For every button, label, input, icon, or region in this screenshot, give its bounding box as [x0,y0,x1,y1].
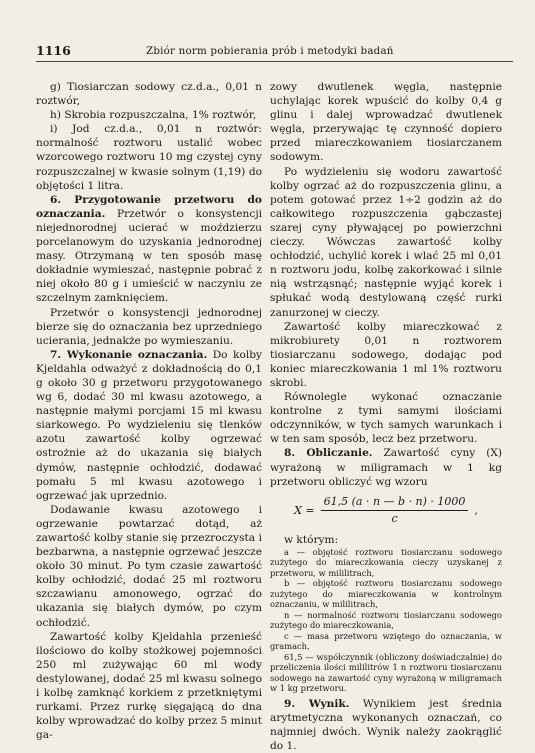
section-9 [270,697,502,753]
page-header [36,43,513,62]
formula-lhs: X = [294,503,315,517]
right-column [270,80,502,753]
section-7-paragraph-3: Zawartość kolby Kjeldahla przenieść ilościowo do kolby stożkowej pojemności 250 ml zużywając 60 ml wody destylowanej, dodać 25 ml kwasu solnego i kolbę zamknąć korkiem z przetkniętymi rurkami. Przez rurkę sięgającą do dna kolby wprowadzać do kolby przez 5 minut ga- [36,630,262,742]
section-9-heading: 9. Wynik. [284,697,350,710]
running-title: Zbiór norm pobierania prób i metodyki badań [146,45,394,57]
left-column [36,80,262,742]
section-7-heading: 7. Wykonanie oznaczania. [50,348,208,361]
section-9-text: Wynikiem jest średnia arytmetyczna wykonanych oznaczań, co najmniej dwóch. Wynik należy zaokrąglić do 1. [270,697,502,753]
page-number: 1116 [36,43,71,58]
section-7 [36,348,262,503]
definition-a: a — objętość roztworu tiosiarczanu sodowego zużytego do miareczkowania cieczy uzyskanej z przetworu, w mililitrach, [270,546,502,578]
reagent-g: g) Tiosiarczan sodowy cz.d.a., 0,01 n roztwór, [36,81,262,108]
definition-n: n — normalność roztworu tiosiarczanu sodowego zużytego do miareczkowania, [270,609,502,631]
section-7-paragraph-3-cont: zowy dwutlenek węgla, następnie uchylając korek wpuścić do kolby 0,4 g glinu i dalej wprowadzać dwutlenek węgla, przerywając tę czynność dopiero przed miareczkowaniem tiosiarczanem sodowym. [270,81,502,164]
section-8 [270,446,502,488]
formula-fraction [321,495,469,526]
definition-coefficient: 61,5 — współczynnik (obliczony doświadczalnie) do przeliczenia ilości mililitrów 1 n roztworu tiosiarczanu sodowego na zawartość cyny wyrażoną w miligramach w 1 kg przetworu. [270,651,502,694]
section-8-text: Zawartość cyny (X) wyrażoną w miligramach w 1 kg przetworu obliczyć wg wzoru [270,447,502,488]
formula [270,489,502,533]
definition-c: c — masa przetworu wziętego do oznaczania, w gramach, [270,630,502,652]
section-6-text: Przetwór o konsystencji niejednorodnej ucierać w moździerzu porcelanowym do uzyskania jednorodnej masy. Otrzymaną w ten sposób masę dokładnie wymieszać, następnie pobrać z niej około 80 g i umieścić w naczyniu ze szczelnym zamknięciem. [36,207,262,305]
section-7-paragraph-6: Równolegle wykonać oznaczanie kontrolne z tymi samymi ilościami odczynników, w tych samych warunkach i w ten sam sposób, lecz bez przetworu. [270,391,502,446]
section-6-paragraph-2: Przetwór o konsystencji jednorodnej bierze się do oznaczania bez uprzedniego ucierania, jednakże po wymieszaniu. [36,306,262,347]
section-7-text: Do kolby Kjeldahla odważyć z dokładnością do 0,1 g około 30 g przetworu przygotowanego wg 6, dodać 30 ml kwasu azotowego, a następnie małymi porcjami 15 ml kwasu siarkowego. Po wydzieleniu się tlenków azotu zawartość kolby ogrzewać ostrożnie aż do ukazania się białych dymów, następnie ochłodzić, dodawać pomału 5 ml kwasu azotowego i ogrzewać jak uprzednio. [36,348,263,502]
reagent-h: h) Skrobia rozpuszczalna, 1% roztwór, [50,109,257,122]
formula-numerator: 61,5 (a · n — b · n) · 1000 [321,495,469,511]
section-6 [36,193,262,306]
section-8-heading: 8. Obliczanie. [284,447,373,460]
section-6-heading: 6. Przygotowanie przetworu do oznaczania. [36,193,262,220]
reagent-i: i) Jod cz.d.a., 0,01 n roztwór: normalność roztworu ustalić wobec wzorcowego roztworu 10 mg czystej cyny rozpuszczalnej w kwasie solnym (1,19) do objętości 1 litra. [36,123,262,192]
formula-denominator: c [391,512,398,526]
where-label: w którym: [284,533,339,546]
section-7-paragraph-5: Zawartość kolby miareczkować z mikrobiurety 0,01 n roztworem tiosiarczanu sodowego, dodając pod koniec miareczkowania 1 ml 1% roztworu skrobi. [270,320,502,389]
definition-b: b — objętość roztworu tiosiarczanu sodowego zużytego do miareczkowania w kontrolnym oznaczaniu, w mililitrach, [270,578,502,610]
section-7-paragraph-4: Po wydzieleniu się wodoru zawartość kolby ogrzać aż do rozpuszczenia glinu, a potem gotować przez 1÷2 godzin aż do całkowitego rozpuszczenia gąbczastej szarej cyny pływającej po powierzchni cieczy. Wówczas zawartość kolby ochłodzić, uchylić korek i wlać 25 ml 0,01 n roztworu jodu, kolbę zakorkować i silnie nią wstrząsnąć; następnie wyjąć korek i spłukać wodą destylowaną część rurki zanurzonej w cieczy. [270,165,502,319]
section-7-paragraph-2: Dodawanie kwasu azotowego i ogrzewanie powtarzać dotąd, aż zawartość kolby stanie się przezroczysta i bezbarwna, a następnie ogrzewać jeszcze około 30 minut. Po tym czasie zawartość kolby ochłodzić, dodać 25 ml roztworu szczawianu amonowego, ogrzać do ukazania się białych dymów, po czym ochłodzić. [36,503,262,629]
formula-comma: , [474,503,478,517]
